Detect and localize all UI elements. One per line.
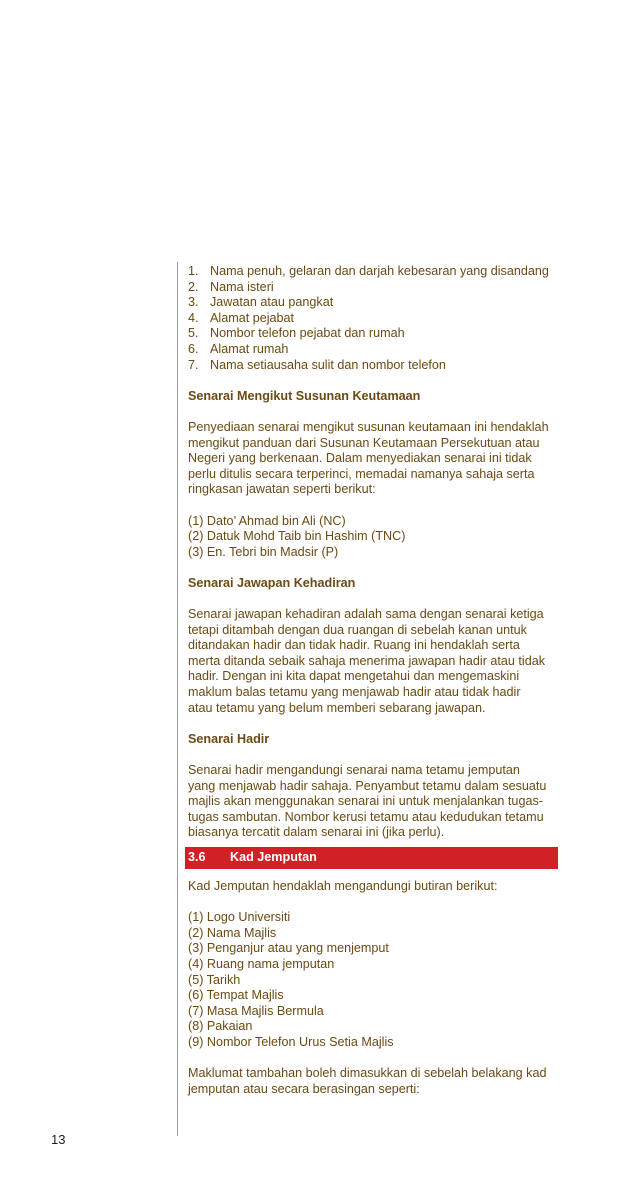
list-item: (8) Pakaian	[188, 1019, 253, 1034]
paragraph-line: atau tetamu yang belum memberi sebarang jawapan.	[188, 700, 486, 715]
paragraph-line: mengikut panduan dari Susunan Keutamaan Persekutuan atau	[188, 435, 540, 450]
list-item	[188, 295, 558, 311]
list-item: (7) Masa Majlis Bermula	[188, 1003, 324, 1018]
list-item: (6) Tempat Majlis	[188, 988, 284, 1003]
paragraph-line: Senarai jawapan kehadiran adalah sama dengan senarai ketiga	[188, 607, 544, 622]
example-list	[188, 514, 558, 561]
list-item	[188, 311, 558, 327]
list-item	[188, 280, 558, 296]
list-number: 3.	[188, 295, 199, 310]
paragraph-line: jemputan atau secara berasingan seperti:	[188, 1081, 420, 1096]
paragraph-line: biasanya tercatit dalam senarai ini (jika perlu).	[188, 825, 445, 840]
paragraph-line: hadir. Dengan ini kita dapat mengetahui dan mengemaskini	[188, 669, 520, 684]
paragraph-line: majlis akan menggunakan senarai ini untuk menjalankan tugas-	[188, 794, 543, 809]
list-text: Alamat pejabat	[210, 310, 295, 325]
paragraph-line: Senarai hadir mengandungi senarai nama tetamu jemputan	[188, 763, 520, 777]
list-number: 4.	[188, 310, 199, 325]
section-heading-susunan-keutamaan: Senarai Mengikut Susunan Keutamaan	[188, 388, 421, 403]
paragraph-line: yang menjawab hadir sahaja. Penyambut tetamu dalam sesuatu	[188, 778, 547, 793]
paragraph-line: merta ditanda sebaik sahaja menerima jawapan hadir atau tidak	[188, 653, 546, 668]
paragraph-line: Maklumat tambahan boleh dimasukkan di sebelah belakang kad	[188, 1066, 547, 1081]
list-item	[188, 326, 558, 342]
list-number: 1.	[188, 264, 199, 278]
list-item: (9) Nombor Telefon Urus Setia Majlis	[188, 1034, 394, 1049]
list-item	[188, 358, 558, 374]
list-text: Nama isteri	[210, 279, 274, 294]
paragraph-line: maklum balas tetamu yang menjawab hadir atau tidak hadir	[188, 685, 521, 700]
paragraph-line: perlu ditulis secara terperinci, memadai namanya sahaja serta	[188, 466, 535, 481]
section-heading-jawapan-kehadiran: Senarai Jawapan Kehadiran	[188, 575, 356, 590]
section-header-bar	[185, 847, 558, 868]
list-text: Jawatan atau pangkat	[210, 295, 334, 310]
list-number: 7.	[188, 357, 199, 372]
page-number: 13	[51, 1132, 66, 1147]
list-text: Alamat rumah	[210, 341, 289, 356]
paragraph-line: ringkasan jawatan seperti berikut:	[188, 482, 376, 497]
list-text: Nama setiausaha sulit dan nombor telefon	[210, 357, 446, 372]
section-title: Kad Jemputan	[230, 849, 317, 864]
list-text: Nombor telefon pejabat dan rumah	[210, 326, 405, 341]
list-item: (1) Dato’ Ahmad bin Ali (NC)	[188, 513, 346, 528]
paragraph-line: Negeri yang berkenaan. Dalam menyediakan senarai ini tidak	[188, 451, 532, 466]
list-text: Nama penuh, gelaran dan darjah kebesaran yang disandang	[210, 264, 549, 278]
list-item	[188, 342, 558, 358]
list-item: (1) Logo Universiti	[188, 910, 291, 925]
margin-rule	[177, 262, 178, 1136]
list-number: 5.	[188, 326, 199, 341]
numbered-list	[188, 264, 558, 373]
paragraph-line: Penyediaan senarai mengikut susunan keutamaan ini hendaklah	[188, 419, 549, 434]
paragraph-line: tugas sambutan. Nombor kerusi tetamu atau kedudukan tetamu	[188, 809, 544, 824]
list-item	[188, 264, 558, 280]
list-number: 6.	[188, 341, 199, 356]
list-number: 2.	[188, 279, 199, 294]
paragraph-line: tetapi ditambah dengan dua ruangan di sebelah kanan untuk	[188, 622, 527, 637]
paragraph-line: ditandakan hadir dan tidak hadir. Ruang ini hendaklah serta	[188, 638, 520, 653]
list-item: (3) En. Tebri bin Madsir (P)	[188, 544, 339, 559]
invitation-items-list	[188, 910, 558, 1050]
list-item: (4) Ruang nama jemputan	[188, 956, 335, 971]
list-item: (5) Tarikh	[188, 972, 241, 987]
section-heading-senarai-hadir: Senarai Hadir	[188, 731, 270, 746]
list-item: (2) Datuk Mohd Taib bin Hashim (TNC)	[188, 529, 406, 544]
list-item: (2) Nama Majlis	[188, 925, 277, 940]
paragraph-line: Kad Jemputan hendaklah mengandungi butiran berikut:	[188, 878, 498, 893]
list-item: (3) Penganjur atau yang menjemput	[188, 941, 389, 956]
section-number: 3.6	[188, 849, 206, 864]
page-content	[188, 264, 558, 1097]
